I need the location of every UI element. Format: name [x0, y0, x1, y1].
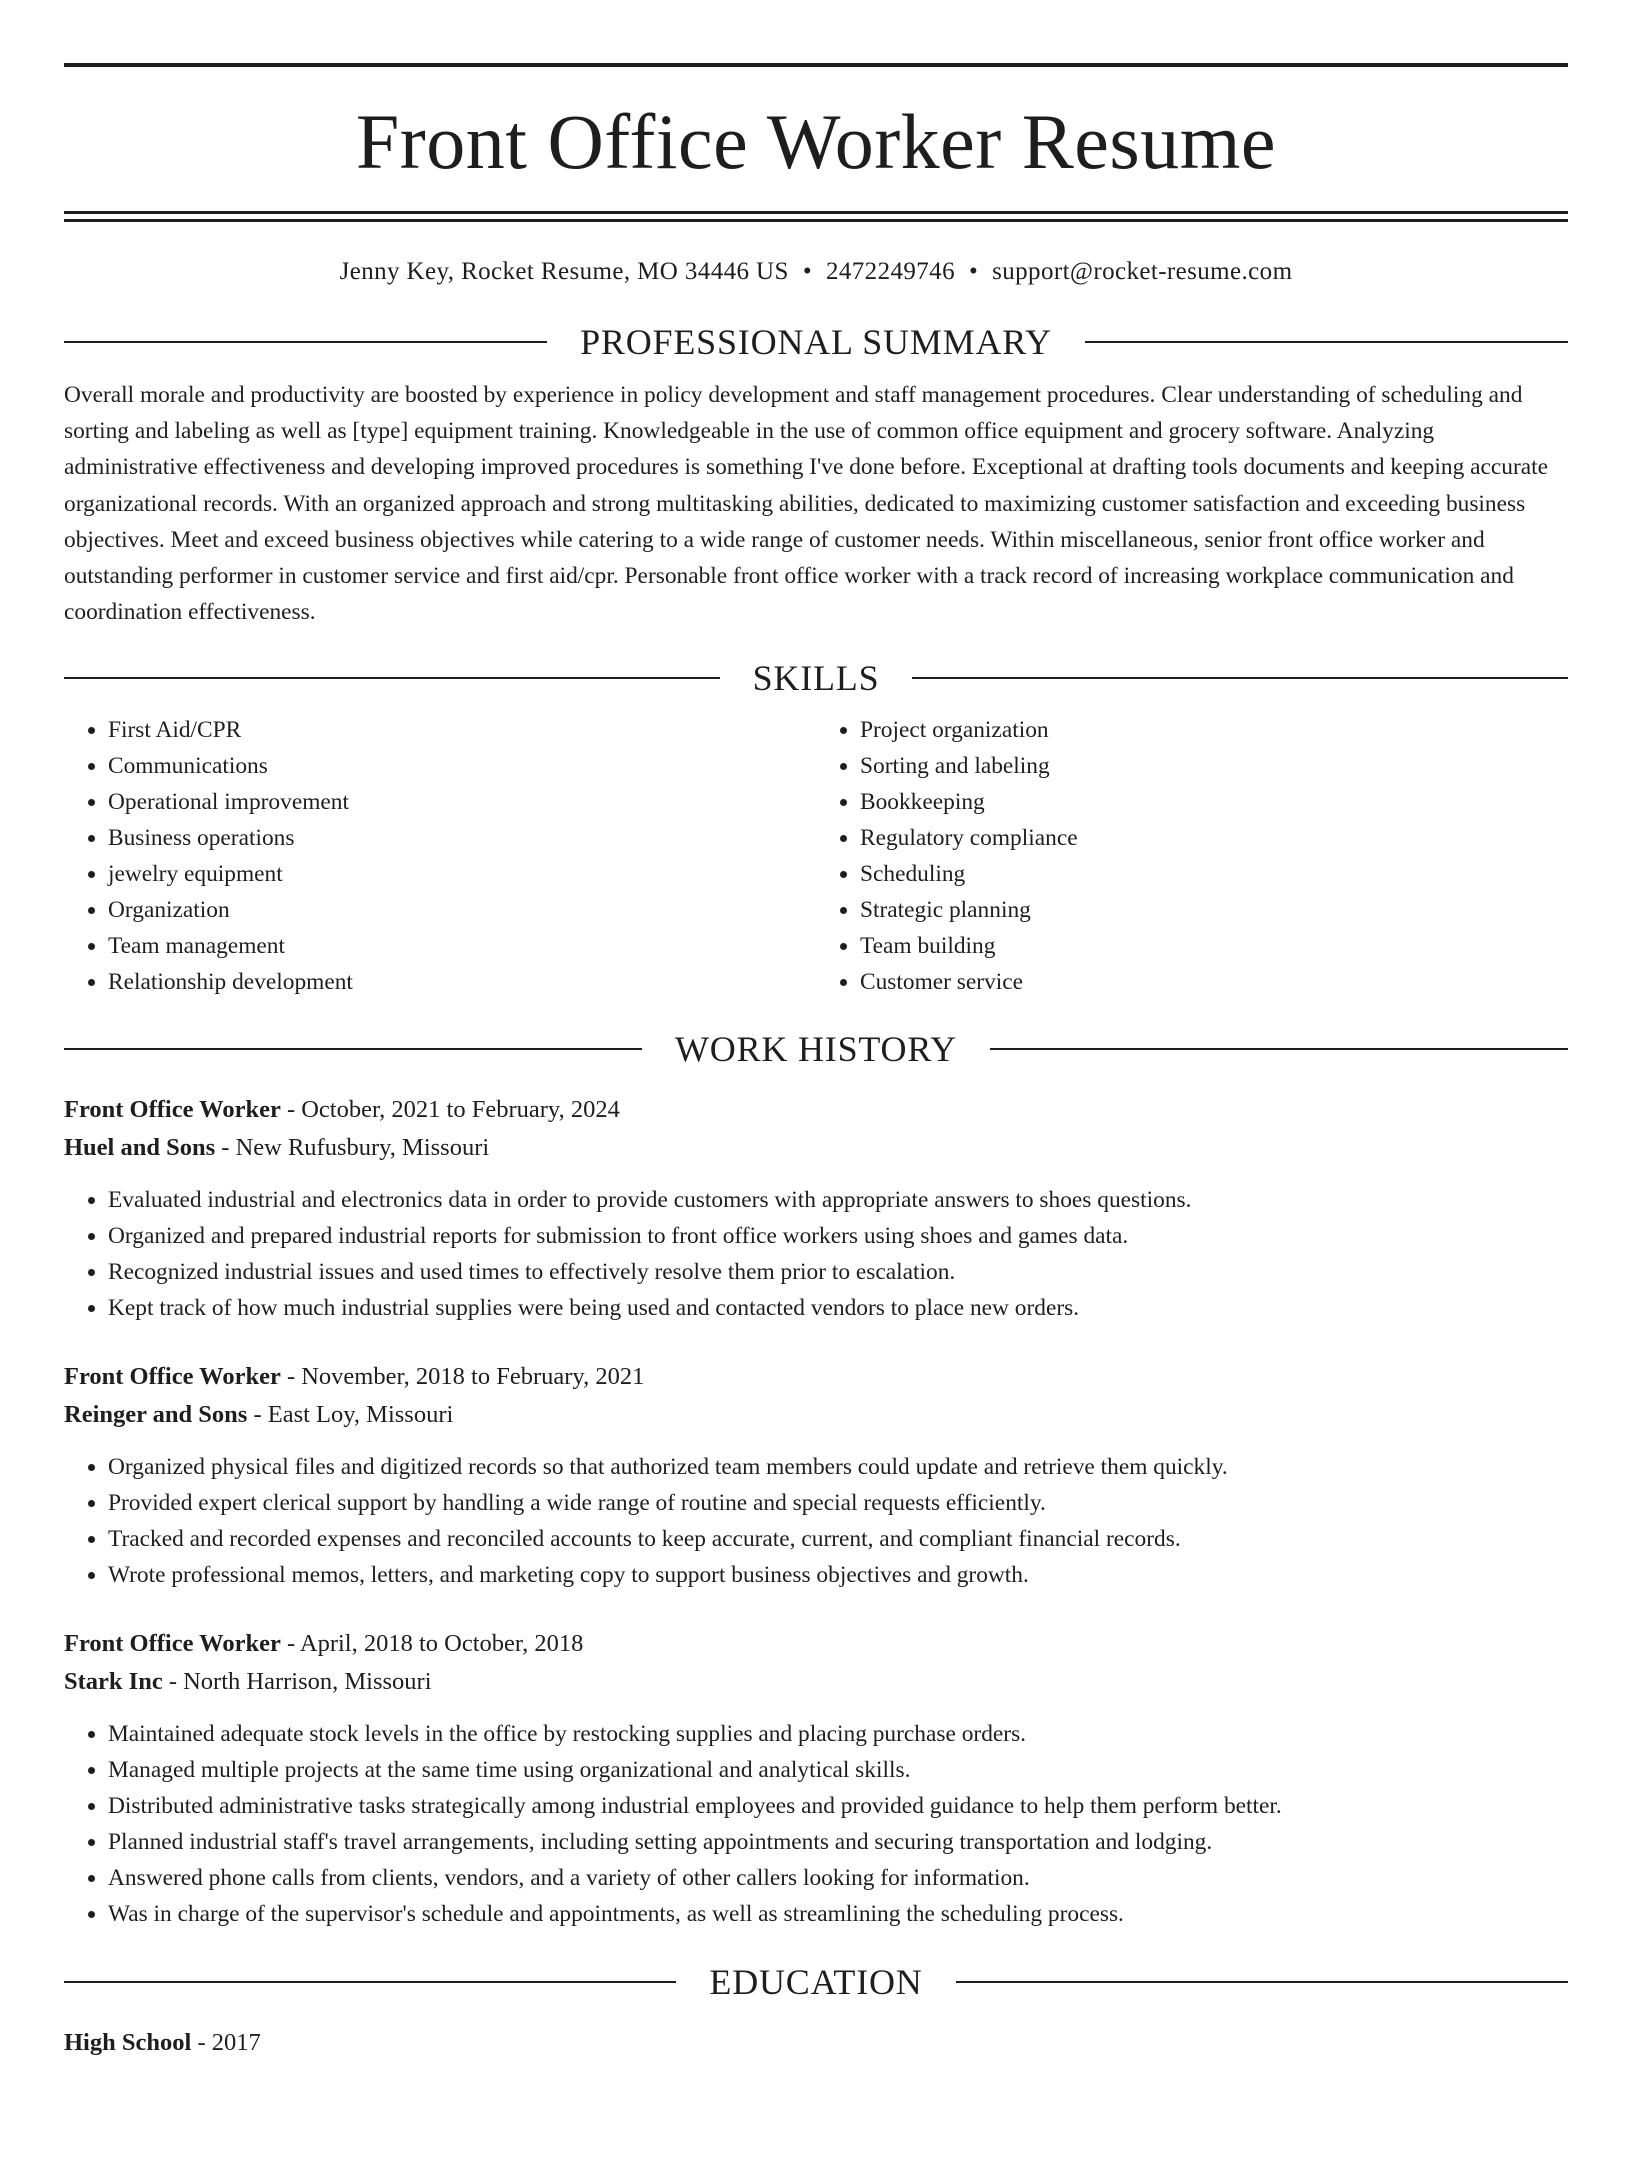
- summary-text: Overall morale and productivity are boosted by experience in policy development and staff management procedures. Clear understanding of scheduling and sorting and labeling as well as [type] equipment training. Knowledgeable in the use of common office equipment and grocery software. Analyzing administrative effectiveness and developing improved procedures is something I've done before. Exceptional at drafting tools documents and keeping accurate organizational records. With an organized approach and strong multitasking abilities, dedicated to maximizing customer satisfaction and exceeding business objectives. Meet and exceed business objectives while catering to a wide range of customer needs. Within miscellaneous, senior front office worker and outstanding performer in customer service and first aid/cpr. Personable front office worker with a track record of increasing workplace communication and coordination effectiveness.: [64, 382, 1549, 626]
- job-entry: [64, 1358, 1568, 1593]
- job-dates: - April, 2018 to October, 2018: [280, 1630, 584, 1658]
- skills-heading: [64, 658, 1568, 699]
- skills-column-left: [64, 712, 816, 1000]
- list-item: • Organized and prepared industrial reports for submission to front office workers using shoes and games data.: [108, 1218, 1568, 1254]
- list-item: • Sorting and labeling: [860, 748, 1568, 784]
- heading-rule-left: [64, 1048, 642, 1050]
- list-item: • Distributed administrative tasks strategically among industrial employees and provided guidance to help them perform better.: [108, 1788, 1568, 1824]
- heading-rule-left: [64, 677, 720, 679]
- list-item: • Provided expert clerical support by handling a wide range of routine and special requests efficiently.: [108, 1485, 1568, 1521]
- job-bullets: [64, 1449, 1568, 1593]
- job-bullets: [64, 1182, 1568, 1326]
- heading-rule-right: [912, 677, 1568, 679]
- list-item: • Maintained adequate stock levels in the office by restocking supplies and placing purchase orders.: [108, 1716, 1568, 1752]
- contact-separator: •: [968, 258, 979, 285]
- job-dates: - November, 2018 to February, 2021: [280, 1363, 645, 1391]
- job-company-line: [64, 1663, 1568, 1701]
- list-item: • Recognized industrial issues and used times to effectively resolve them prior to escalation.: [108, 1254, 1568, 1290]
- list-item: • Wrote professional memos, letters, and marketing copy to support business objectives and growth.: [108, 1557, 1568, 1593]
- title-double-rule: [64, 211, 1568, 222]
- list-item: • Organized physical files and digitized records so that authorized team members could update and retrieve them quickly.: [108, 1449, 1568, 1485]
- list-item: • Relationship development: [108, 964, 816, 1000]
- summary-heading: [64, 324, 1568, 360]
- list-item: • First Aid/CPR: [108, 712, 816, 748]
- job-dates: - October, 2021 to February, 2024: [280, 1096, 620, 1124]
- education-degree: High School: [64, 2029, 192, 2057]
- heading-rule-left: [64, 341, 547, 343]
- list-item: • Operational improvement: [108, 784, 816, 820]
- contact-separator: •: [802, 258, 812, 285]
- resume-page: [0, 63, 1632, 2175]
- list-item: • Team management: [108, 928, 816, 964]
- skills-list: [64, 712, 1568, 1000]
- contact-phone: 2472249746: [825, 258, 955, 285]
- list-item: • Scheduling: [860, 856, 1568, 892]
- education-heading-label: EDUCATION: [709, 1962, 923, 2003]
- education-heading: [64, 1962, 1568, 2003]
- list-item: • Kept track of how much industrial supplies were being used and contacted vendors to place new orders.: [108, 1290, 1568, 1326]
- heading-rule-right: [1085, 341, 1568, 343]
- heading-rule-right: [956, 1981, 1568, 1983]
- education-year: - 2017: [191, 2029, 261, 2057]
- job-title: Front Office Worker: [64, 1363, 281, 1391]
- list-item: • jewelry equipment: [108, 856, 816, 892]
- heading-rule-left: [64, 1981, 676, 1983]
- education-entry: [64, 2024, 1568, 2062]
- job-company: Huel and Sons: [64, 1134, 216, 1162]
- job-title: Front Office Worker: [64, 1096, 281, 1124]
- list-item: • Organization: [108, 892, 816, 928]
- top-rule: [64, 63, 1568, 67]
- job-title-line: [64, 1625, 1568, 1663]
- job-location: - East Loy, Missouri: [247, 1401, 454, 1429]
- list-item: • Planned industrial staff's travel arrangements, including setting appointments and securing transportation and lodging.: [108, 1824, 1568, 1860]
- page-title: Front Office Worker Resume: [355, 98, 1277, 185]
- skills-column-right: [816, 712, 1568, 1000]
- skills-heading-label: SKILLS: [752, 658, 880, 699]
- list-item: • Tracked and recorded expenses and reconciled accounts to keep accurate, current, and compliant financial records.: [108, 1521, 1568, 1557]
- contact-address: Jenny Key, Rocket Resume, MO 34446 US: [339, 258, 789, 285]
- list-item: • Answered phone calls from clients, vendors, and a variety of other callers looking for information.: [108, 1860, 1568, 1896]
- heading-rule-right: [990, 1048, 1568, 1050]
- list-item: • Evaluated industrial and electronics data in order to provide customers with appropriate answers to shoes questions.: [108, 1182, 1568, 1218]
- job-company: Stark Inc: [64, 1668, 163, 1696]
- list-item: • Regulatory compliance: [860, 820, 1568, 856]
- list-item: • Managed multiple projects at the same time using organizational and analytical skills.: [108, 1752, 1568, 1788]
- job-company-line: [64, 1396, 1568, 1434]
- job-company: Reinger and Sons: [64, 1401, 248, 1429]
- job-location: - New Rufusbury, Missouri: [215, 1134, 490, 1162]
- job-entry: [64, 1091, 1568, 1326]
- summary-heading-label: PROFESSIONAL SUMMARY: [580, 322, 1052, 362]
- list-item: • Team building: [860, 928, 1568, 964]
- job-title: Front Office Worker: [64, 1630, 281, 1658]
- job-entry: [64, 1625, 1568, 1932]
- list-item: • Was in charge of the supervisor's schedule and appointments, as well as streamlining the scheduling process.: [108, 1896, 1568, 1932]
- contact-line: [64, 258, 1568, 286]
- job-title-line: [64, 1091, 1568, 1129]
- list-item: • Customer service: [860, 964, 1568, 1000]
- contact-email: support@rocket-resume.com: [992, 258, 1293, 285]
- job-location: - North Harrison, Missouri: [162, 1668, 432, 1696]
- list-item: • Strategic planning: [860, 892, 1568, 928]
- work-history-heading: [64, 1029, 1568, 1070]
- job-company-line: [64, 1129, 1568, 1167]
- list-item: • Communications: [108, 748, 816, 784]
- list-item: • Project organization: [860, 712, 1568, 748]
- list-item: • Bookkeeping: [860, 784, 1568, 820]
- list-item: • Business operations: [108, 820, 816, 856]
- work-history-heading-label: WORK HISTORY: [675, 1029, 957, 1070]
- job-title-line: [64, 1358, 1568, 1396]
- job-bullets: [64, 1716, 1568, 1932]
